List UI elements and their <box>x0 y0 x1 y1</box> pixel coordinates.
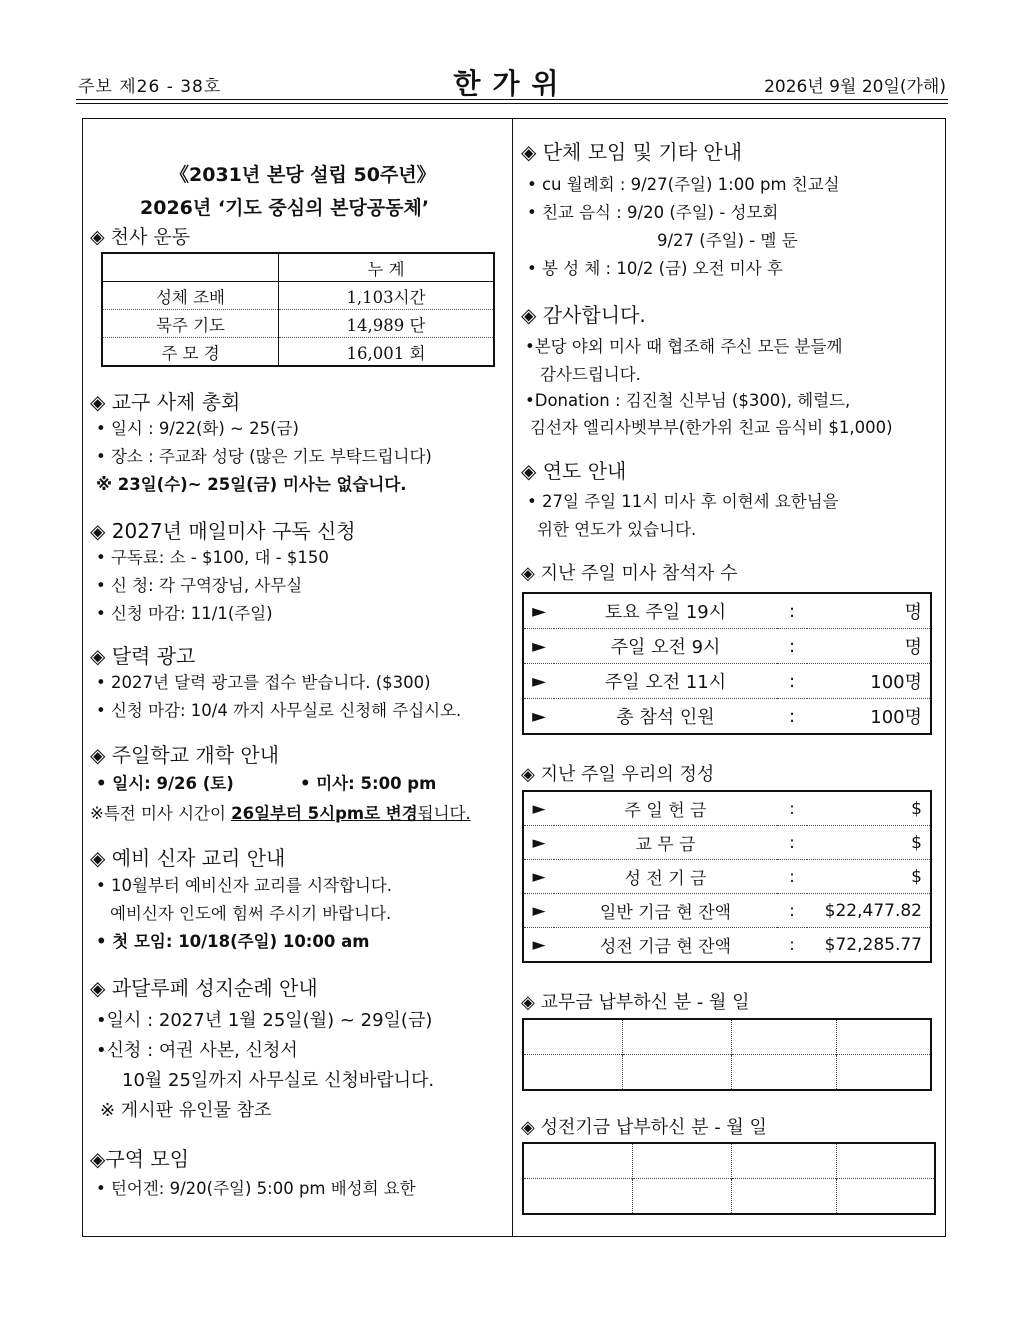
issue-number: 주보 제26 - 38호 <box>78 77 222 97</box>
row-label: 주 모 경 <box>102 338 279 367</box>
offering-label: 일반 기금 현 잔액 <box>554 894 777 928</box>
catechumen-line1: • 10월부터 예비신자 교리를 시작합니다. <box>96 876 393 895</box>
column-header: 누 계 <box>279 253 495 282</box>
memorial-line2: 위한 연도가 있습니다. <box>537 520 697 539</box>
offering-value: $ <box>807 826 931 860</box>
memorial-line1: • 27일 주일 11시 미사 후 이현세 요한님을 <box>527 492 839 511</box>
priests-place: • 장소 : 주교좌 성당 (많은 기도 부탁드립니다) <box>96 447 432 466</box>
bulletin-title: 한가위 <box>453 67 571 100</box>
table-row <box>102 310 494 338</box>
offering-label: 성 전 기 금 <box>554 860 777 894</box>
missal-apply: • 신 청: 각 구역장님, 사무실 <box>96 576 303 595</box>
thanks-line3: •Donation : 김진철 신부님 ($300), 헤럴드, <box>525 391 851 410</box>
bulletin-date: 2026년 9월 20일(가해) <box>764 77 946 97</box>
diocesan-fee-title: ◈ 교무금 납부하신 분 - 월 일 <box>521 992 750 1013</box>
attendance-label: 주일 오전 11시 <box>554 664 777 699</box>
bulletin-header <box>76 62 948 102</box>
school-date: • 일시: 9/26 (토) <box>96 774 234 793</box>
calendar-ad-title: ◈ 달력 광고 <box>90 644 196 668</box>
arrow-icon: ► <box>523 629 554 664</box>
arrow-icon: ► <box>523 664 554 699</box>
anniversary-line-2: 2026년 ‘기도 중심의 본당공동체’ <box>140 197 430 219</box>
table-row: ► 성 전 기 금 : $ <box>523 860 931 894</box>
catechumen-first-meeting: • 첫 모임: 10/18(주일) 10:00 am <box>96 932 370 951</box>
pilgrimage-deadline: 10월 25일까지 사무실로 신청바랍니다. <box>122 1070 435 1091</box>
attendance-label: 토요 주일 19시 <box>604 602 727 623</box>
arrow-icon: ► <box>532 600 546 622</box>
arrow-icon: ► <box>523 699 554 735</box>
attendance-table <box>522 592 932 735</box>
table-row: ► 총 참석 인원 : 100명 <box>523 699 931 735</box>
arrow-icon: ► <box>523 928 554 963</box>
table-row: ► 주 일 헌 금 : $ <box>523 791 931 826</box>
building-fund-title: ◈ 성전기금 납부하신 분 - 월 일 <box>521 1117 767 1138</box>
table-row: ► 토요 주일 19시 : 명 <box>523 593 931 629</box>
arrow-icon: ► <box>523 860 554 894</box>
thanks-line4: 김선자 엘리사벳부부(한가위 친교 음식비 $1,000) <box>530 418 893 437</box>
memorial-title: ◈ 연도 안내 <box>521 459 627 483</box>
pilgrimage-note: ※ 게시판 유인물 참조 <box>100 1100 272 1121</box>
attendance-label: 총 참석 인원 <box>554 699 777 735</box>
offering-value: $72,285.77 <box>807 928 931 963</box>
table-row: ► 성전 기금 현 잔액 : $72,285.77 <box>523 928 931 963</box>
attendance-title: ◈ 지난 주일 미사 참석자 수 <box>521 563 738 584</box>
groups-line2: • 친교 음식 : 9/20 (주일) - 성모회 <box>527 203 779 222</box>
groups-title: ◈ 단체 모임 및 기타 안내 <box>521 140 743 164</box>
row-value: 1,103시간 <box>279 282 495 310</box>
table-row <box>523 1143 935 1179</box>
school-note: ※특전 미사 시간이 26일부터 5시pm로 변경됩니다. <box>90 804 471 823</box>
groups-line3: 9/27 (주일) - 멜 둔 <box>657 231 798 250</box>
offering-value: $ <box>911 798 922 819</box>
table-row <box>523 1055 931 1091</box>
table-row: ► 교 무 금 : $ <box>523 826 931 860</box>
priests-note: ※ 23일(수)~ 25일(금) 미사는 없습니다. <box>96 475 407 494</box>
offering-label: 주 일 헌 금 <box>624 801 707 821</box>
table-row <box>102 282 494 310</box>
catechumen-title: ◈ 예비 신자 교리 안내 <box>90 846 286 870</box>
attendance-value: 100명 <box>807 664 931 699</box>
row-label: 묵주 기도 <box>102 310 279 338</box>
sunday-school-title: ◈ 주일학교 개학 안내 <box>90 743 280 767</box>
school-note-highlight: 26일부터 5시pm로 변경 <box>231 804 418 823</box>
priests-date: • 일시 : 9/22(화) ~ 25(금) <box>96 419 299 438</box>
diocesan-fee-grid <box>522 1018 932 1091</box>
offering-label: 성전 기금 현 잔액 <box>554 928 777 963</box>
offering-title: ◈ 지난 주일 우리의 정성 <box>521 764 715 785</box>
priests-assembly-title: ◈ 교구 사제 총회 <box>90 390 241 414</box>
offering-table <box>522 790 932 963</box>
row-value: 14,989 단 <box>279 310 495 338</box>
daily-missal-title: ◈ 2027년 매일미사 구독 신청 <box>90 519 356 543</box>
table-row: ► 주일 오전 9시 : 명 <box>523 629 931 664</box>
district-meeting-title: ◈구역 모임 <box>90 1147 190 1171</box>
groups-line1: • cu 월례회 : 9/27(주일) 1:00 pm 친교실 <box>527 175 840 194</box>
calendar-ad-line2: • 신청 마감: 10/4 까지 사무실로 신청해 주십시오. <box>96 701 462 720</box>
table-row: ► 일반 기금 현 잔액 : $22,477.82 <box>523 894 931 928</box>
angel-movement-table <box>101 252 495 367</box>
offering-value: $ <box>807 860 931 894</box>
offering-label: 교 무 금 <box>554 826 777 860</box>
table-row <box>523 1019 931 1055</box>
column-divider <box>512 118 513 1237</box>
arrow-icon: ► <box>523 826 554 860</box>
header-rule-bottom <box>76 103 948 104</box>
pilgrimage-apply: •신청 : 여권 사본, 신청서 <box>96 1040 298 1061</box>
thanks-line2: 감사드립니다. <box>540 365 641 384</box>
pilgrimage-title: ◈ 과달루페 성지순례 안내 <box>90 976 318 1000</box>
arrow-icon: ► <box>523 894 554 928</box>
attendance-value: 명 <box>807 629 931 664</box>
pilgrimage-date: •일시 : 2027년 1월 25일(월) ~ 29일(금) <box>96 1010 433 1031</box>
table-row <box>102 253 494 282</box>
thanks-line1: •본당 야외 미사 때 협조해 주신 모든 분들께 <box>525 337 843 356</box>
row-label: 성체 조배 <box>102 282 279 310</box>
table-row <box>523 1179 935 1215</box>
arrow-icon: ► <box>532 798 546 819</box>
catechumen-line2: 예비신자 인도에 힘써 주시기 바랍니다. <box>110 904 392 923</box>
offering-value: $22,477.82 <box>807 894 931 928</box>
anniversary-line-1: 《2031년 본당 설립 50주년》 <box>170 164 436 186</box>
thanks-title: ◈ 감사합니다. <box>521 303 646 327</box>
table-row <box>102 338 494 367</box>
building-fund-grid <box>522 1142 936 1215</box>
calendar-ad-line1: • 2027년 달력 광고를 접수 받습니다. ($300) <box>96 673 431 692</box>
attendance-value: 100명 <box>807 699 931 735</box>
row-value: 16,001 회 <box>279 338 495 367</box>
table-row: ► 주일 오전 11시 : 100명 <box>523 664 931 699</box>
header-rule-top <box>76 99 948 100</box>
missal-fee: • 구독료: 소 - $100, 대 - $150 <box>96 548 329 567</box>
groups-line4: • 봉 성 체 : 10/2 (금) 오전 미사 후 <box>527 259 783 278</box>
attendance-label: 주일 오전 9시 <box>554 629 777 664</box>
school-mass: • 미사: 5:00 pm <box>300 774 437 793</box>
missal-deadline: • 신청 마감: 11/1(주일) <box>96 604 273 623</box>
attendance-value: 명 <box>904 602 922 623</box>
district-meeting-line1: • 턴어겐: 9/20(주일) 5:00 pm 배성희 요한 <box>96 1179 416 1198</box>
angel-movement-title: ◈ 천사 운동 <box>90 226 191 248</box>
